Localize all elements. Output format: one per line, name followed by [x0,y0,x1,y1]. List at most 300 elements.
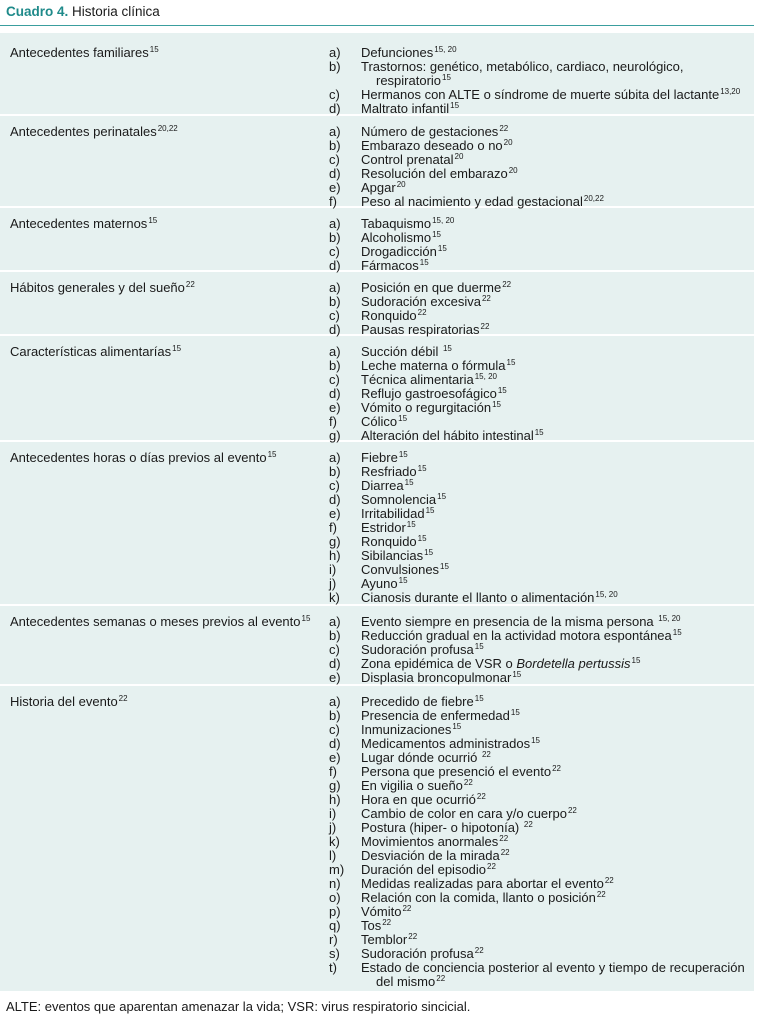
reference-superscript: 15 [417,534,427,543]
reference-superscript: 20,22 [157,124,178,133]
table-title-text: Historia clínica [72,4,160,19]
reference-superscript: 22 [487,862,496,871]
list-item [0,591,754,605]
list-item [0,415,754,429]
reference-superscript: 22 [552,764,561,773]
reference-superscript: 15 [450,101,460,110]
reference-superscript: 20 [508,166,518,175]
item-letter: n) [329,876,341,891]
item-letter: d) [329,166,341,181]
item-text [361,919,391,933]
item-letter: e) [329,180,341,195]
list-item [0,563,754,577]
reference-superscript: 22 [500,848,510,857]
item-text [361,46,457,60]
item-letter: d) [329,322,341,337]
list-item [0,891,754,905]
item-text-part: Evento siempre en presencia de la misma persona [361,614,658,629]
reference-superscript: 15, 20 [595,590,618,599]
item-letter: a) [329,45,341,60]
table-title-label: Cuadro 4. [6,4,69,19]
item-letter: k) [329,590,340,605]
item-italic-text: Bordetella pertussis [516,656,631,671]
item-text-part: Displasia broncopulmonar [361,670,512,685]
item-letter: c) [329,308,340,323]
item-text [361,259,429,273]
list-item [0,751,754,765]
reference-superscript: 15 [474,694,484,703]
item-letter: e) [329,506,341,521]
item-text [361,877,614,891]
list-item [0,521,754,535]
item-text-part: Persona que presenció el evento [361,764,552,779]
item-letter: c) [329,722,340,737]
reference-superscript: 22 [463,778,473,787]
list-item [0,345,754,359]
reference-superscript: 15 [531,736,540,745]
item-text-part: Ayuno [361,576,398,591]
reference-superscript: 15 [534,428,544,437]
item-text [361,549,433,563]
item-letter: a) [329,344,341,359]
item-text-part: Vómito [361,904,402,919]
item-text [361,709,520,723]
item-letter: d) [329,386,341,401]
item-text [361,507,435,521]
reference-superscript: 15 [149,45,159,54]
item-letter: c) [329,87,340,102]
item-text-part: Sudoración profusa [361,946,474,961]
list-item [0,507,754,521]
list-item [0,429,754,443]
reference-superscript: 15 [452,722,462,731]
item-letter: j) [329,576,337,591]
item-text-part: Temblor [361,932,408,947]
table-title [6,3,160,21]
item-text-part: Medicamentos administrados [361,736,531,751]
item-letter: f) [329,194,337,209]
reference-superscript: 15 [497,386,507,395]
item-text-part: Número de gestaciones [361,124,499,139]
reference-superscript: 22 [523,820,533,829]
item-text-part: Posición en que duerme [361,280,502,295]
item-text-part: En vigilia o sueño [361,778,463,793]
item-text [361,295,491,309]
reference-superscript: 15, 20 [434,45,457,54]
item-text [361,807,577,821]
item-letter: e) [329,400,341,415]
item-text-continuation [376,74,451,88]
reference-superscript: 15 [474,642,484,651]
item-text [361,387,507,401]
item-text [361,615,681,629]
item-text-part: Inmunizaciones [361,722,452,737]
list-item [0,88,754,102]
item-text-part: Maltrato infantil [361,101,450,116]
list-item [0,295,754,309]
item-text-part: Lugar dónde ocurrió [361,750,481,765]
list-item [0,535,754,549]
item-text [361,323,489,337]
item-letter: h) [329,792,341,807]
list-item [0,59,754,88]
item-text-part: Fármacos [361,258,419,273]
item-text [361,863,496,877]
item-letter: r) [329,932,338,947]
list-item [0,309,754,323]
list-item [0,737,754,751]
item-text [361,451,408,465]
list-item [0,549,754,563]
item-text [361,153,463,167]
list-item [0,465,754,479]
reference-superscript: 20 [396,180,406,189]
list-item [0,167,754,181]
item-letter: d) [329,492,341,507]
item-text-part: Somnolencia [361,492,437,507]
reference-superscript: 15, 20 [474,372,497,381]
list-item [0,245,754,259]
item-letter: b) [329,628,341,643]
category-name: Antecedentes semanas o meses previos al evento [10,614,301,629]
list-item [0,387,754,401]
item-text-part: Control prenatal [361,152,454,167]
item-letter: d) [329,656,341,671]
item-text-part: Sudoración excesiva [361,294,481,309]
item-letter: i) [329,562,337,577]
item-text [361,765,561,779]
list-item [0,779,754,793]
item-letter: d) [329,101,341,116]
item-text-part: Zona epidémica de VSR o [361,656,517,671]
item-text [361,933,417,947]
reference-superscript: 15 [510,708,520,717]
item-letter: h) [329,548,341,563]
item-text [361,60,684,74]
list-item [0,373,754,387]
reference-superscript: 15 [506,358,516,367]
reference-superscript: 22 [499,124,509,133]
item-text [361,835,508,849]
list-item [0,359,754,373]
item-letter: c) [329,642,340,657]
reference-superscript: 15 [425,506,435,515]
item-text-part: Peso al nacimiento y edad gestacional [361,194,583,209]
item-text [361,245,447,259]
item-text-part: Desviación de la mirada [361,848,500,863]
list-item [0,629,754,643]
list-item [0,919,754,933]
item-text [361,102,459,116]
item-text-part: Duración del episodio [361,862,487,877]
item-letter: b) [329,294,341,309]
item-text [361,309,427,323]
item-text [361,521,416,535]
list-item [0,835,754,849]
item-letter: e) [329,750,341,765]
list-item [0,933,754,947]
item-text [361,961,745,975]
reference-superscript: 22 [604,876,614,885]
item-letter: i) [329,806,337,821]
item-text-part: respiratorio [376,73,442,88]
item-text [361,217,454,231]
list-item [0,259,754,273]
list-item [0,479,754,493]
reference-superscript: 20,22 [583,194,604,203]
history-table [0,33,754,991]
list-item [0,695,754,709]
reference-superscript: 15 [148,216,158,225]
reference-superscript: 22 [567,806,577,815]
item-text [361,535,427,549]
list-item [0,821,754,835]
reference-superscript: 22 [502,280,512,289]
list-item [0,281,754,295]
reference-superscript: 20 [503,138,513,147]
item-text [361,88,740,102]
reference-superscript: 15 [437,244,447,253]
category-name: Antecedentes maternos [10,216,148,231]
item-text-part: Vómito o regurgitación [361,400,492,415]
list-item [0,657,754,671]
item-text-part: Cianosis durante el llanto o alimentación [361,590,595,605]
item-letter: m) [329,862,345,877]
item-letter: a) [329,280,341,295]
reference-superscript: 15 [267,450,277,459]
item-text-part: Trastornos: genético, metabólico, cardiaco, neurológico, [361,59,684,74]
reference-superscript: 15, 20 [658,614,681,623]
item-text [361,643,484,657]
list-item [0,947,754,961]
item-letter: a) [329,216,341,231]
reference-superscript: 15 [442,344,452,353]
item-text [361,891,606,905]
reference-superscript: 20 [454,152,464,161]
reference-superscript: 15, 20 [432,216,455,225]
item-letter: a) [329,450,341,465]
footnote: ALTE: eventos que aparentan amenazar la vida; VSR: virus respiratorio sincicial. [6,999,471,1014]
list-item [0,102,754,116]
reference-superscript: 22 [382,918,392,927]
list-item [0,451,754,465]
item-letter: b) [329,358,341,373]
item-text-part: Resolución del embarazo [361,166,508,181]
item-text [361,493,446,507]
item-text-part: Ronquido [361,534,417,549]
reference-superscript: 22 [402,904,412,913]
item-text-part: Ronquido [361,308,417,323]
reference-superscript: 15 [437,492,447,501]
category-name: Antecedentes perinatales [10,124,157,139]
item-text [361,905,411,919]
list-item [0,905,754,919]
item-text [361,947,484,961]
item-text-part: Cambio de color en cara y/o cuerpo [361,806,567,821]
item-text-part: Cólico [361,414,398,429]
reference-superscript: 15 [417,464,427,473]
list-item [0,323,754,337]
list-item [0,709,754,723]
list-item [0,877,754,891]
item-text [361,195,604,209]
list-item [0,723,754,737]
item-text [361,779,473,793]
item-text [361,345,452,359]
list-item [0,765,754,779]
item-text-part: Reflujo gastroesofágico [361,386,497,401]
item-text [361,429,544,443]
item-letter: a) [329,614,341,629]
item-text [361,465,427,479]
list-item [0,493,754,507]
item-text-part: Postura (hiper- o hipotonía) [361,820,523,835]
item-text-part: Drogadicción [361,244,437,259]
item-letter: d) [329,258,341,273]
item-text [361,281,511,295]
item-text-part: Reducción gradual en la actividad motora espontánea [361,628,672,643]
category-name: Historia del evento [10,694,118,709]
item-text [361,181,406,195]
list-item [0,139,754,153]
item-letter: t) [329,960,337,975]
list-item [0,960,754,989]
item-text-part: Fiebre [361,450,398,465]
item-text [361,563,449,577]
list-item [0,181,754,195]
item-text [361,671,521,685]
reference-superscript: 15 [398,414,408,423]
reference-superscript: 15 [172,344,182,353]
reference-superscript: 15 [404,478,414,487]
list-item [0,643,754,657]
reference-superscript: 15 [301,614,311,623]
reference-superscript: 15 [492,400,501,409]
reference-superscript: 15 [442,73,451,82]
reference-superscript: 15 [398,576,408,585]
item-letter: a) [329,124,341,139]
reference-superscript: 13,20 [720,87,741,96]
item-letter: g) [329,778,341,793]
item-letter: q) [329,918,341,933]
reference-superscript: 22 [481,750,491,759]
reference-superscript: 15 [672,628,682,637]
category-name: Antecedentes horas o días previos al evento [10,450,267,465]
list-item [0,217,754,231]
reference-superscript: 15 [406,520,416,529]
item-letter: a) [329,694,341,709]
reference-superscript: 15 [631,656,641,665]
item-letter: e) [329,670,341,685]
item-text-part: Movimientos anormales [361,834,499,849]
item-text-part: Estado de conciencia posterior al evento y tiempo de recuperación [361,960,745,975]
item-letter: c) [329,372,340,387]
reference-superscript: 22 [417,308,427,317]
item-letter: f) [329,520,337,535]
item-text-part: Medidas realizadas para abortar el evento [361,876,604,891]
reference-superscript: 22 [499,834,509,843]
category-name: Antecedentes familiares [10,45,149,60]
item-text [361,723,461,737]
item-letter: c) [329,244,340,259]
item-letter: f) [329,764,337,779]
item-text-part: Defunciones [361,45,434,60]
item-text [361,793,486,807]
item-letter: b) [329,464,341,479]
item-letter: s) [329,946,340,961]
list-item [0,153,754,167]
item-letter: d) [329,736,341,751]
list-item [0,615,754,629]
list-item [0,793,754,807]
item-text [361,139,513,153]
item-text [361,231,441,245]
reference-superscript: 15 [440,562,449,571]
reference-superscript: 22 [185,280,195,289]
reference-superscript: 22 [480,322,490,331]
item-letter: f) [329,414,337,429]
item-text-part: Embarazo deseado o no [361,138,503,153]
list-item [0,863,754,877]
item-letter: g) [329,534,341,549]
item-text-continuation [376,975,445,989]
item-text [361,751,491,765]
reference-superscript: 15 [424,548,434,557]
item-text-part: Apgar [361,180,396,195]
reference-superscript: 22 [118,694,128,703]
item-text-part: Sibilancias [361,548,424,563]
item-text [361,373,497,387]
item-text-part: Alteración del hábito intestinal [361,428,534,443]
item-text-part: del mismo [376,974,436,989]
list-item [0,231,754,245]
item-text [361,657,640,671]
item-text-part: Leche materna o fórmula [361,358,506,373]
item-text [361,359,515,373]
item-text-part: Pausas respiratorias [361,322,480,337]
reference-superscript: 15 [419,258,429,267]
list-item [0,401,754,415]
item-text [361,821,533,835]
category-name: Hábitos generales y del sueño [10,280,185,295]
item-text-part: Hermanos con ALTE o síndrome de muerte súbita del lactante [361,87,720,102]
reference-superscript: 15 [398,450,408,459]
item-text-part: Succión débil [361,344,442,359]
list-item [0,195,754,209]
item-text [361,415,407,429]
item-text [361,849,510,863]
reference-superscript: 22 [596,890,606,899]
item-text-part: Tabaquismo [361,216,432,231]
item-text [361,629,682,643]
reference-superscript: 22 [476,792,486,801]
item-text-part: Alcoholismo [361,230,432,245]
item-text-part: Resfriado [361,464,417,479]
list-item [0,46,754,60]
item-text-part: Relación con la comida, llanto o posición [361,890,596,905]
item-text-part: Técnica alimentaria [361,372,474,387]
item-letter: g) [329,428,341,443]
reference-superscript: 22 [474,946,484,955]
title-rule [0,25,754,26]
category-name: Características alimentarías [10,344,172,359]
item-letter: l) [329,848,337,863]
item-letter: b) [329,708,341,723]
list-item [0,577,754,591]
item-text-part: Hora en que ocurrió [361,792,476,807]
item-text [361,737,540,751]
item-text-part: Sudoración profusa [361,642,474,657]
